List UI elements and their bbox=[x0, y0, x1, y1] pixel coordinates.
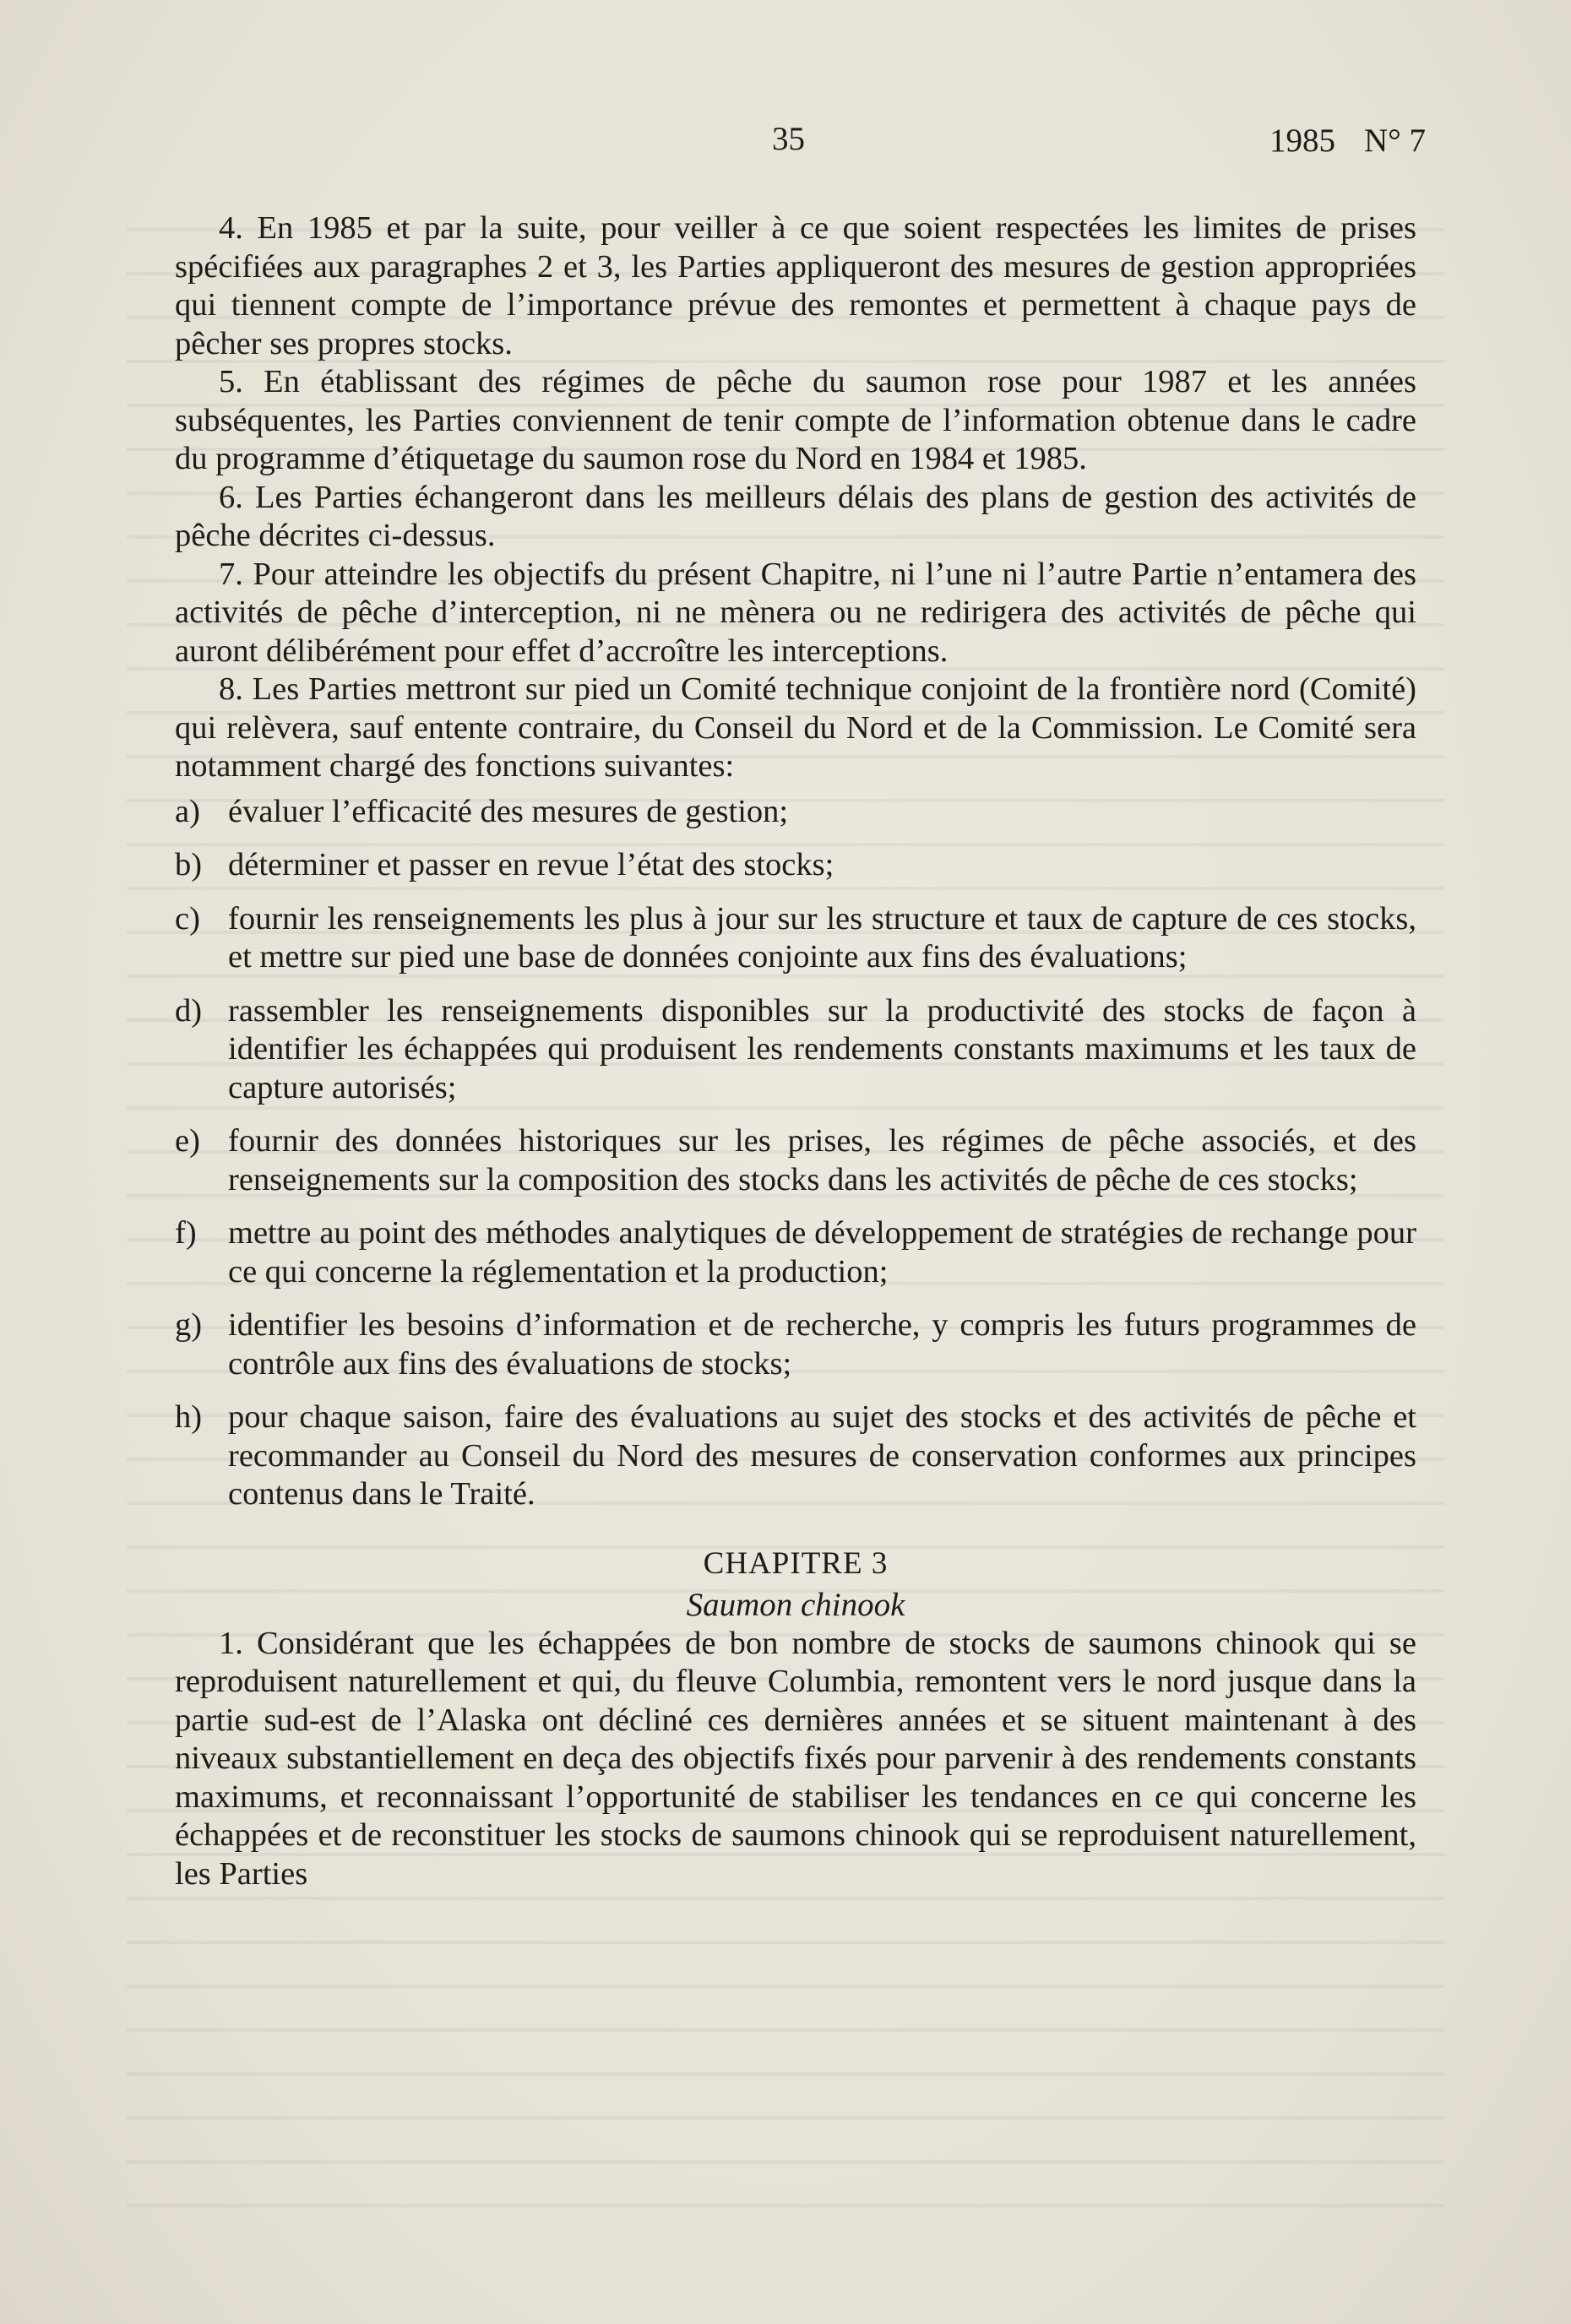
page-header bbox=[0, 120, 1571, 171]
list-item-text: rassembler les renseignements disponibles sur la productivité des stocks de façon à identifier les échappées qui produisent les rendements constants maximums et les taux de capture autorisés; bbox=[228, 992, 1416, 1105]
paragraph-5: 5. En établissant des régimes de pêche du saumon rose pour 1987 et les années subséquentes, les Parties conviennent de tenir compte de l’information obtenue dans le cadre du programme d’étiquetage du saumon rose du Nord en 1984 et 1985. bbox=[175, 364, 1416, 476]
list-item-text: mettre au point des méthodes analytiques de développement de stratégies de rechange pour ce qui concerne la réglementation et la production; bbox=[228, 1215, 1416, 1290]
statute-reference bbox=[1269, 122, 1426, 160]
list-item-marker: b) bbox=[175, 847, 203, 882]
list-item-a bbox=[175, 793, 1416, 832]
committee-functions-list bbox=[175, 793, 1416, 1514]
list-item-h bbox=[175, 1398, 1416, 1514]
list-item-marker: h) bbox=[175, 1399, 203, 1435]
list-item-d bbox=[175, 992, 1416, 1108]
page-body bbox=[175, 209, 1416, 1893]
list-item-text: déterminer et passer en revue l’état des stocks; bbox=[228, 847, 834, 882]
list-item-marker: f) bbox=[175, 1215, 197, 1251]
page-number: 35 bbox=[772, 121, 805, 157]
paragraph-4: 4. En 1985 et par la suite, pour veiller à ce que soient respectées les limites de prises spécifiées aux paragraphes 2 et 3, les Parties appliqueront des mesures de gestion appropriées qui tiennent compte de l’importance prévue des remontes et permettent à chaque pays de pêcher ses propres stocks. bbox=[175, 210, 1416, 361]
list-item-text: fournir les renseignements les plus à jour sur les structure et taux de capture de ces stocks, et mettre sur pied une base de données conjointe aux fins des évaluations; bbox=[228, 900, 1416, 975]
list-item-marker: e) bbox=[175, 1123, 200, 1159]
paragraph-8: 8. Les Parties mettront sur pied un Comité technique conjoint de la frontière nord (Comité) qui relèvera, sauf entente contraire, du Conseil du Nord et de la Commission. Le Comité sera notamment chargé des fonctions suivantes: bbox=[175, 671, 1416, 784]
chapter-paragraph-1: 1. Considérant que les échappées de bon nombre de stocks de saumons chinook qui se reproduisent naturellement et qui, du fleuve Columbia, remontent vers le nord jusque dans la partie sud-est de l’Alaska ont décliné ces dernières années et se situent maintenant à des niveaux substantiellement en deça des objectifs fixés pour parvenir à des rendements constants maximums, et reconnaissant l’opportunité de stabiliser les tendances en ce qui concerne les échappées et de reconstituer les stocks de saumons chinook qui se reproduisent naturellement, les Parties bbox=[175, 1625, 1416, 1892]
list-item-f bbox=[175, 1214, 1416, 1291]
chapter-subtitle: Saumon chinook bbox=[686, 1587, 905, 1623]
list-item-text: identifier les besoins d’information et de recherche, y compris les futurs programmes de contrôle aux fins des évaluations de stocks; bbox=[228, 1307, 1416, 1382]
chapter-title: CHAPITRE 3 bbox=[703, 1545, 889, 1581]
list-item-text: fournir des données historiques sur les prises, les régimes de pêche associés, et des renseignements sur la composition des stocks dans les activités de pêche de ces stocks; bbox=[228, 1123, 1416, 1197]
statute-number: N° 7 bbox=[1363, 122, 1426, 159]
list-item-marker: a) bbox=[175, 793, 200, 829]
list-item-marker: g) bbox=[175, 1307, 203, 1343]
paragraph-6: 6. Les Parties échangeront dans les meilleurs délais des plans de gestion des activités de pêche décrites ci-dessus. bbox=[175, 479, 1416, 553]
statute-year: 1985 bbox=[1269, 122, 1335, 159]
list-item-e bbox=[175, 1122, 1416, 1199]
list-item-marker: d) bbox=[175, 992, 203, 1029]
paragraph-7: 7. Pour atteindre les objectifs du présent Chapitre, ni l’une ni l’autre Partie n’entamera des activités de pêche d’interception, ni ne mènera ou ne redirigera des activités de pêche qui auront délibérément pour effet d’accroître les interceptions. bbox=[175, 556, 1416, 669]
list-item-g bbox=[175, 1306, 1416, 1383]
list-item-text: évaluer l’efficacité des mesures de gestion; bbox=[228, 793, 789, 829]
list-item-text: pour chaque saison, faire des évaluations au sujet des stocks et des activités de pêche et recommander au Conseil du Nord des mesures de conservation conformes aux principes contenus dans le Traité. bbox=[228, 1399, 1416, 1512]
list-item-c bbox=[175, 900, 1416, 977]
list-item-marker: c) bbox=[175, 900, 200, 937]
list-item-b bbox=[175, 846, 1416, 885]
